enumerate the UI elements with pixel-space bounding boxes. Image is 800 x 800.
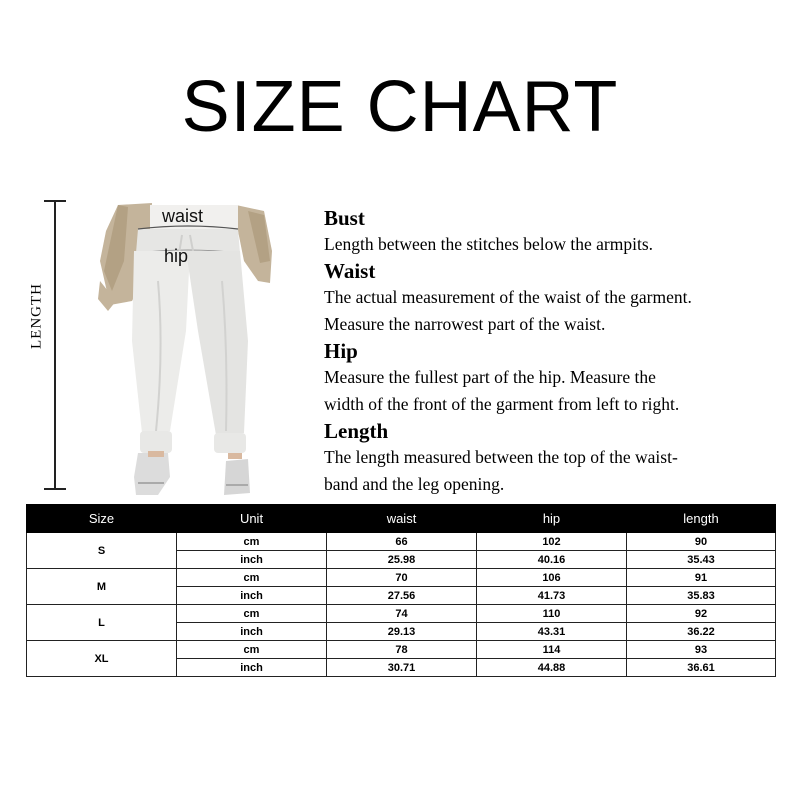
ruler-line [54, 201, 56, 489]
table-row [27, 641, 776, 659]
bust-text-line: Length between the stitches below the armpits. [324, 234, 654, 254]
length-cell: 92 [627, 605, 776, 623]
length-cell: 91 [627, 569, 776, 587]
table-row [27, 569, 776, 587]
waist-text-line: Measure the narrowest part of the waist. [324, 314, 606, 334]
size-cell: M [27, 569, 177, 605]
header-waist: waist [327, 505, 477, 533]
hip-cell: 114 [477, 641, 627, 659]
waist-cell: 30.71 [327, 659, 477, 677]
unit-cell: cm [177, 533, 327, 551]
hip-cell: 40.16 [477, 551, 627, 569]
length-cell: 93 [627, 641, 776, 659]
waist-cell: 74 [327, 605, 477, 623]
table-header-row [27, 505, 776, 533]
size-cell: L [27, 605, 177, 641]
unit-cell: cm [177, 605, 327, 623]
header-length: length [627, 505, 776, 533]
ruler-label: LENGTH [28, 283, 45, 349]
unit-cell: inch [177, 659, 327, 677]
length-cell: 90 [627, 533, 776, 551]
size-cell: S [27, 533, 177, 569]
waist-heading: Waist [324, 259, 376, 283]
hip-cell: 41.73 [477, 587, 627, 605]
length-text-line: band and the leg opening. [324, 474, 505, 494]
bust-heading: Bust [324, 206, 365, 230]
ruler-cap-bottom [44, 488, 66, 490]
waist-cell: 78 [327, 641, 477, 659]
length-cell: 36.61 [627, 659, 776, 677]
page-title: SIZE CHART [181, 67, 619, 147]
waist-cell: 29.13 [327, 623, 477, 641]
header-unit: Unit [177, 505, 327, 533]
waist-cell: 70 [327, 569, 477, 587]
hip-label: hip [164, 246, 189, 266]
unit-cell: inch [177, 551, 327, 569]
length-cell: 35.43 [627, 551, 776, 569]
hip-text-line: Measure the fullest part of the hip. Measure the [324, 367, 656, 387]
hip-text-line: width of the front of the garment from left to right. [324, 394, 680, 414]
measurement-descriptions [324, 205, 794, 498]
unit-cell: cm [177, 569, 327, 587]
length-cell: 36.22 [627, 623, 776, 641]
length-heading: Length [324, 419, 389, 443]
header-size: Size [27, 505, 177, 533]
size-table [26, 504, 776, 677]
table-row [27, 605, 776, 623]
hip-cell: 110 [477, 605, 627, 623]
waist-label: waist [162, 206, 204, 226]
length-text-line: The length measured between the top of the waist- [324, 447, 678, 467]
waist-cell: 27.56 [327, 587, 477, 605]
hip-cell: 44.88 [477, 659, 627, 677]
unit-cell: inch [177, 587, 327, 605]
size-cell: XL [27, 641, 177, 677]
hip-cell: 106 [477, 569, 627, 587]
unit-cell: inch [177, 623, 327, 641]
waist-cell: 66 [327, 533, 477, 551]
waist-cell: 25.98 [327, 551, 477, 569]
header-hip: hip [477, 505, 627, 533]
table-row [27, 533, 776, 551]
hip-cell: 102 [477, 533, 627, 551]
hip-cell: 43.31 [477, 623, 627, 641]
length-cell: 35.83 [627, 587, 776, 605]
unit-cell: cm [177, 641, 327, 659]
hip-heading: Hip [324, 339, 358, 363]
waist-text-line: The actual measurement of the waist of the garment. [324, 287, 692, 307]
